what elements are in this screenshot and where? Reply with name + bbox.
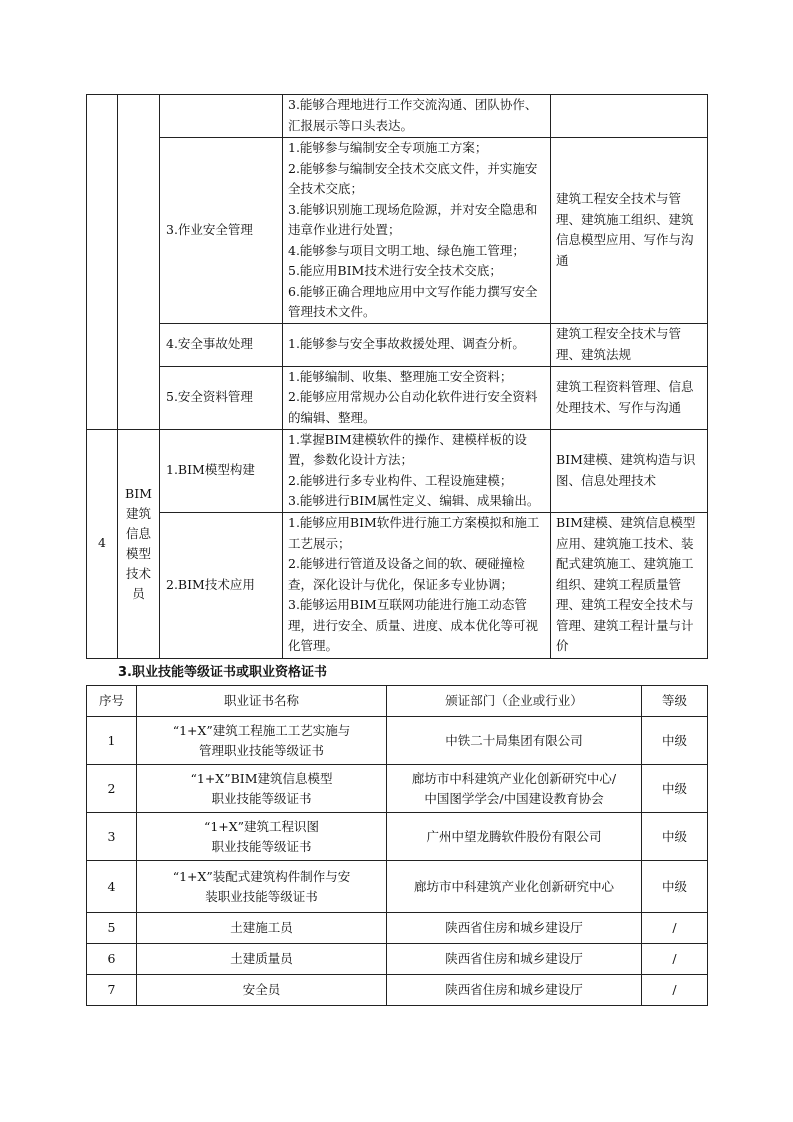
name-cell (137, 913, 387, 944)
name-line: 土建质量员 (230, 951, 293, 966)
table-row (87, 95, 708, 138)
position-cell (118, 95, 160, 430)
name-cell (137, 975, 387, 1006)
table-row (87, 717, 708, 765)
header-num: 序号 (87, 686, 137, 717)
skill-item: 6.能够正确合理地应用中文写作能力撰写安全管理技术文件。 (288, 283, 538, 319)
courses-cell: 建筑工程资料管理、信息处理技术、写作与沟通 (551, 366, 708, 429)
name-line: “1+X”建筑工程施工工艺实施与 (172, 722, 351, 738)
skills-cell (283, 429, 551, 512)
issuer-cell (387, 813, 642, 861)
table-row (87, 512, 708, 658)
table-row (87, 975, 708, 1006)
skills-cell (283, 138, 551, 324)
courses-cell: 建筑工程安全技术与管理、建筑施工组织、建筑信息模型应用、写作与沟通 (551, 138, 708, 324)
level-cell: 中级 (642, 717, 708, 765)
skills-cell (283, 366, 551, 429)
level-cell: 中级 (642, 813, 708, 861)
table-row (87, 913, 708, 944)
name-line: “1+X”BIM建筑信息模型 (190, 770, 333, 786)
skill-item: 3.能够进行BIM属性定义、编辑、成果输出。 (288, 493, 540, 508)
position-line: 信息 (125, 525, 151, 541)
name-line: 安全员 (242, 982, 281, 997)
issuer-cell (387, 913, 642, 944)
num-cell: 7 (87, 975, 137, 1006)
name-line: 职业技能等级证书 (211, 838, 312, 854)
issuer-line: 广州中望龙腾软件股份有限公司 (426, 828, 602, 844)
courses-cell: BIM建模、建筑构造与识图、信息处理技术 (551, 429, 708, 512)
courses-cell (551, 95, 708, 138)
num-cell: 4 (87, 861, 137, 913)
skill-item: 1.能够参与编制安全专项施工方案； (288, 140, 488, 155)
issuer-line: 中铁二十局集团有限公司 (445, 732, 583, 748)
issuer-line: 陕西省住房和城乡建设厅 (445, 982, 583, 997)
job-task-table (86, 94, 708, 659)
num-cell: 2 (87, 765, 137, 813)
issuer-line: 陕西省住房和城乡建设厅 (445, 920, 583, 935)
skill-item: 1.掌握BIM建模软件的操作、建模样板的设置，参数化设计方法； (288, 431, 527, 467)
issuer-cell (387, 944, 642, 975)
name-cell (137, 765, 387, 813)
issuer-cell (387, 717, 642, 765)
position-line: 建筑 (125, 505, 151, 521)
name-line: “1+X”装配式建筑构件制作与安 (172, 868, 351, 884)
num-cell: 5 (87, 913, 137, 944)
table-row (87, 813, 708, 861)
name-line: 土建施工员 (230, 920, 293, 935)
name-cell (137, 944, 387, 975)
position-line: 员 (132, 585, 145, 601)
skill-item: 2.能够参与编制安全技术交底文件，并实施安全技术交底； (288, 160, 538, 196)
section-title: 3.职业技能等级证书或职业资格证书 (118, 665, 327, 680)
skill-item: 1.能够应用BIM软件进行施工方案模拟和施工工艺展示； (288, 515, 540, 551)
position-cell (118, 429, 160, 658)
level-cell: / (642, 975, 708, 1006)
position-line: 模型 (125, 545, 151, 561)
task-cell: 3.作业安全管理 (160, 138, 283, 324)
issuer-line: 廊坊市中科建筑产业化创新研究中心 (413, 878, 614, 894)
num-cell: 1 (87, 717, 137, 765)
certificate-table (86, 685, 708, 1006)
skill-item: 1.能够参与安全事故救援处理、调查分析。 (288, 336, 525, 352)
skills-cell (283, 512, 551, 658)
table-header-row (87, 686, 708, 717)
skill-item: 2.能够应用常规办公自动化软件进行安全资料的编辑、整理。 (288, 389, 538, 425)
courses-cell: 建筑工程安全技术与管理、建筑法规 (551, 323, 708, 366)
name-line: 管理职业技能等级证书 (198, 742, 324, 758)
name-line: 职业技能等级证书 (211, 790, 312, 806)
issuer-line: 中国图学学会/中国建设教育协会 (424, 790, 604, 806)
skills-cell (283, 95, 551, 138)
position-line: BIM (125, 485, 152, 501)
table-row (87, 138, 708, 324)
name-cell (137, 813, 387, 861)
skill-item: 2.能够进行多专业构件、工程设施建模； (288, 472, 513, 488)
num-cell: 3 (87, 813, 137, 861)
level-cell: 中级 (642, 861, 708, 913)
name-line: 装职业技能等级证书 (205, 888, 318, 904)
name-line: “1+X”建筑工程识图 (203, 818, 320, 834)
issuer-cell (387, 975, 642, 1006)
issuer-cell (387, 765, 642, 813)
table-row (87, 366, 708, 429)
table-row (87, 765, 708, 813)
table-row (87, 429, 708, 512)
header-level: 等级 (642, 686, 708, 717)
level-cell: / (642, 944, 708, 975)
skill-item: 1.能够编制、收集、整理施工安全资料； (288, 368, 513, 384)
header-name: 职业证书名称 (137, 686, 387, 717)
skill-item: 3.能够运用BIM互联网功能进行施工动态管理，进行安全、质量、进度、成本优化等可视化管理。 (288, 597, 539, 654)
table-row (87, 323, 708, 366)
skill-item: 2.能够进行管道及设备之间的软、硬碰撞检查，深化设计与优化，保证多专业协调； (288, 556, 525, 592)
name-cell (137, 861, 387, 913)
position-line: 技术 (125, 565, 151, 581)
task-cell: 2.BIM技术应用 (160, 512, 283, 658)
num-cell (87, 95, 118, 430)
skill-item: 3.能够合理地进行工作交流沟通、团队协作、汇报展示等口头表达。 (288, 97, 538, 133)
skill-item: 5.能应用BIM技术进行安全技术交底； (288, 263, 502, 278)
skills-cell (283, 323, 551, 366)
issuer-cell (387, 861, 642, 913)
header-issuer: 颁证部门（企业或行业） (387, 686, 642, 717)
num-cell: 4 (87, 429, 118, 658)
name-cell (137, 717, 387, 765)
issuer-line: 廊坊市中科建筑产业化创新研究中心/ (411, 770, 617, 786)
skill-item: 4.能够参与项目文明工地、绿色施工管理； (288, 242, 525, 258)
skill-item: 3.能够识别施工现场危险源，并对安全隐患和违章作业进行处置； (288, 201, 538, 237)
task-cell: 5.安全资料管理 (160, 366, 283, 429)
task-cell: 4.安全事故处理 (160, 323, 283, 366)
level-cell: 中级 (642, 765, 708, 813)
table-row (87, 861, 708, 913)
courses-cell: BIM建模、建筑信息模型应用、建筑施工技术、装配式建筑施工、建筑施工组织、建筑工程质量管理、建筑工程安全技术与管理、建筑工程计量与计价 (551, 512, 708, 658)
task-cell (160, 95, 283, 138)
table-row (87, 944, 708, 975)
issuer-line: 陕西省住房和城乡建设厅 (445, 951, 583, 966)
task-cell: 1.BIM模型构建 (160, 429, 283, 512)
num-cell: 6 (87, 944, 137, 975)
level-cell: / (642, 913, 708, 944)
